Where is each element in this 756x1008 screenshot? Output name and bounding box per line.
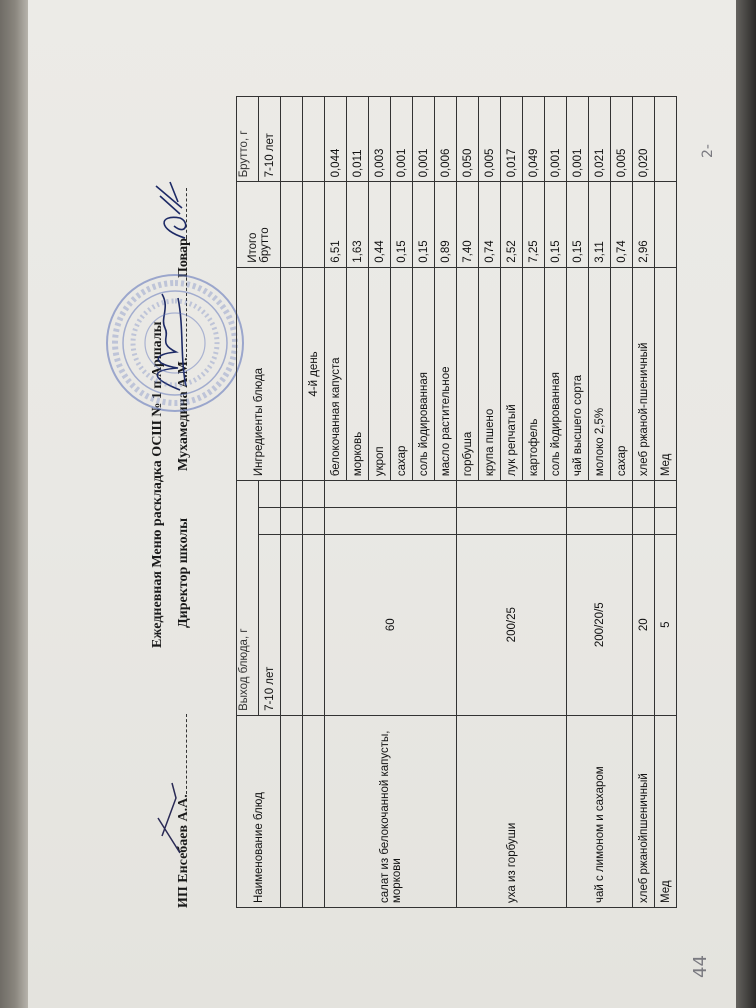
ingredient-brutto: 0,005: [479, 97, 501, 182]
dish-name: хлеб ржанойпшеничный: [633, 715, 655, 907]
ingredient: крупа пшено: [479, 267, 501, 480]
table-row: [655, 97, 677, 908]
ingredient-brutto: 0,001: [391, 97, 413, 182]
dish-name: Мед: [655, 715, 677, 907]
ingredient: лук репчатый: [501, 267, 523, 480]
ingredient-total: 0,89: [435, 182, 457, 267]
ingredient-brutto: 0,005: [611, 97, 633, 182]
school-stamp: [100, 268, 250, 418]
header-age-brutto: 7-10 лет: [259, 97, 281, 182]
dish-output: 200/20/5: [567, 534, 633, 715]
day-row: [303, 97, 325, 908]
ingredient-total: 7,25: [523, 182, 545, 267]
header-output: Выход блюда, г: [237, 481, 259, 716]
ingredient-brutto: 0,049: [523, 97, 545, 182]
dish-output: 200/25: [457, 534, 567, 715]
ingredient-total: 7,40: [457, 182, 479, 267]
ingredient-brutto: 0,001: [545, 97, 567, 182]
ingredient-brutto: [655, 97, 677, 182]
ingredient: укроп: [369, 267, 391, 480]
dish-output: 20: [633, 534, 655, 715]
director-label: Директор школы: [176, 517, 191, 628]
dish-output: 60: [325, 534, 457, 715]
menu-table: [236, 96, 677, 908]
ingredient-brutto: 0,044: [325, 97, 347, 182]
ingredient-total: 0,44: [369, 182, 391, 267]
ingredient-total: 2,52: [501, 182, 523, 267]
table-row: [633, 97, 655, 908]
ingredient-total: 1,63: [347, 182, 369, 267]
table-row: [325, 97, 347, 908]
ingredient-total: 0,15: [545, 182, 567, 267]
ingredient: соль йодированная: [545, 267, 567, 480]
dish-name: салат из белокочанной капусты, моркови: [325, 715, 457, 907]
ip-handwritten-signature: [150, 778, 190, 858]
ingredient-brutto: 0,003: [369, 97, 391, 182]
ingredient-brutto: 0,001: [567, 97, 589, 182]
ingredient: белокочанная капуста: [325, 267, 347, 480]
dish-name: чай с лимоном и сахаром: [567, 715, 633, 907]
ingredient-total: 2,96: [633, 182, 655, 267]
pencil-mark-corner: 44: [690, 955, 711, 978]
ingredient-total: 0,15: [413, 182, 435, 267]
ingredient: сахар: [391, 267, 413, 480]
director-name: Мухамедина А.М.: [176, 357, 191, 471]
table-header-row: [237, 97, 259, 908]
ingredient: картофель: [523, 267, 545, 480]
ingredient: хлеб ржаной-пшеничный: [633, 267, 655, 480]
header-dish-name: Наименование блюд: [237, 715, 281, 907]
ingredient-total: 6,51: [325, 182, 347, 267]
ingredient-brutto: 0,001: [413, 97, 435, 182]
ingredient-brutto: 0,006: [435, 97, 457, 182]
ip-label: ИП Енсебаев А.А.: [176, 794, 191, 908]
ingredient: морковь: [347, 267, 369, 480]
day-label: 4-й день: [303, 267, 325, 480]
ingredient: чай высшего сорта: [567, 267, 589, 480]
ingredient: масло растительное: [435, 267, 457, 480]
table-row: [567, 97, 589, 908]
ingredient: соль йодированная: [413, 267, 435, 480]
ingredient: сахар: [611, 267, 633, 480]
ingredient: Мед: [655, 267, 677, 480]
document-title: Ежедневная Меню раскладка ОСШ № 1 п.Аршалы: [150, 321, 165, 648]
header-total-line2: брутто: [258, 227, 271, 263]
header-total: [237, 182, 281, 267]
ingredient-brutto: 0,017: [501, 97, 523, 182]
ingredient: горбуша: [457, 267, 479, 480]
header-total-line1: Итого: [246, 232, 259, 263]
ingredient-total: 0,74: [479, 182, 501, 267]
ingredient-total: [655, 182, 677, 267]
dish-name: уха из горбуши: [457, 715, 567, 907]
dish-output: 5: [655, 534, 677, 715]
ingredient-brutto: 0,050: [457, 97, 479, 182]
ingredient-total: 0,74: [611, 182, 633, 267]
cook-handwritten-signature: [150, 178, 195, 248]
table-spacer-row: [281, 97, 303, 908]
header-ingredients: Ингредиенты блюда: [237, 267, 281, 480]
ingredient-brutto: 0,020: [633, 97, 655, 182]
table-row: [457, 97, 479, 908]
ingredient-brutto: 0,021: [589, 97, 611, 182]
ingredient-total: 0,15: [391, 182, 413, 267]
ingredient-total: 0,15: [567, 182, 589, 267]
header-age-output: 7-10 лет: [259, 534, 281, 715]
ingredient-brutto: 0,011: [347, 97, 369, 182]
cook-label: Повар: [176, 238, 191, 278]
ingredient: молоко 2,5%: [589, 267, 611, 480]
pencil-mark-top: 2-: [700, 144, 716, 158]
header-brutto: Брутто, г: [237, 97, 259, 182]
ingredient-total: 3,11: [589, 182, 611, 267]
